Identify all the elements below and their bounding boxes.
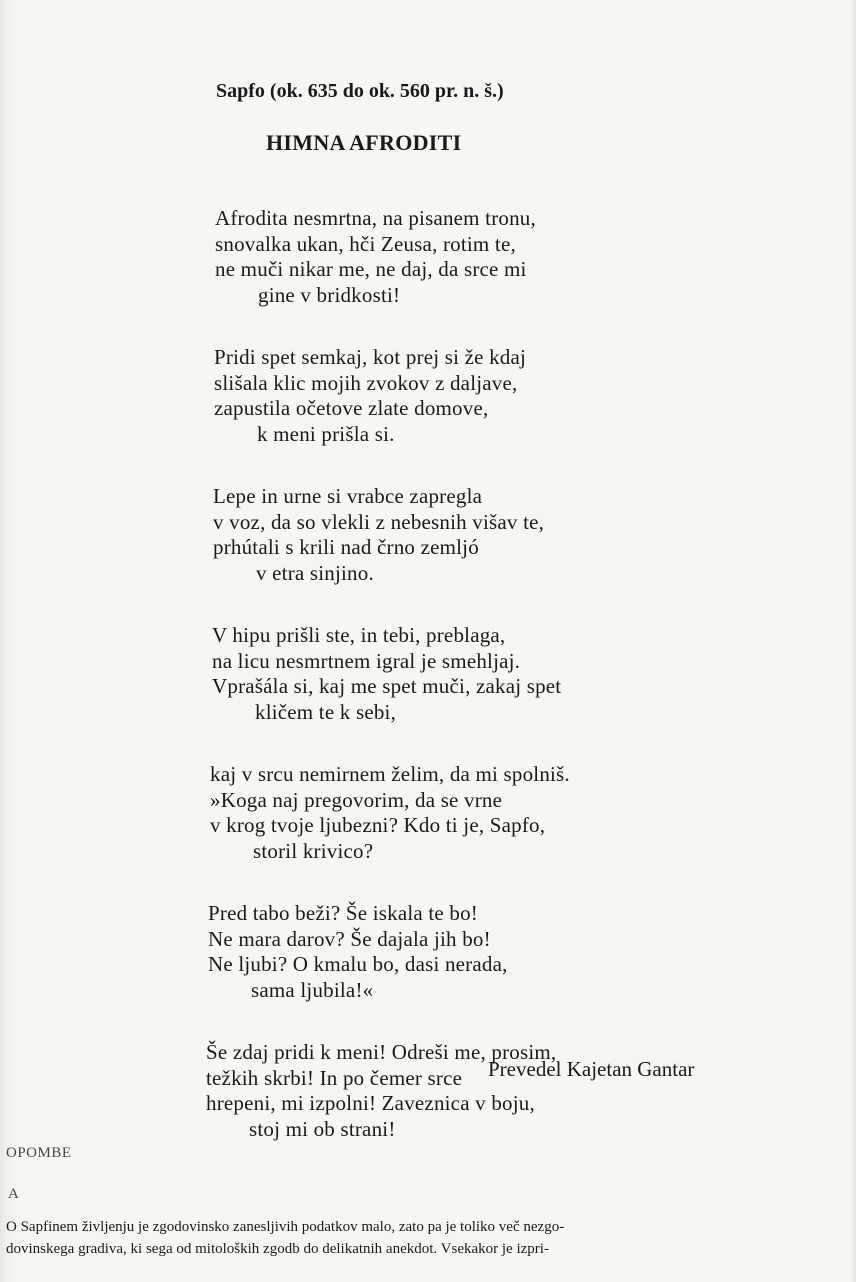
poem-line: »Koga naj pregovorim, da se vrne: [210, 787, 503, 812]
poem-line: v krog tvoje ljubezni? Kdo ti je, Sapfo,: [210, 813, 546, 837]
poem-line-indented: storil krivico?: [253, 838, 374, 863]
notes-heading: OPOMBE: [6, 1145, 72, 1161]
notes-section-letter: A: [8, 1186, 19, 1202]
poem-line: ne muči nikar me, ne daj, da srce mi: [215, 257, 527, 281]
poem-line: na licu nesmrtnem igral je smehljaj.: [212, 648, 521, 673]
author-heading: Sapfo (ok. 635 do ok. 560 pr. n. š.): [216, 80, 504, 102]
poem-line: Lepe in urne si vrabce zapregla: [213, 484, 483, 508]
stanza: [0, 345, 856, 447]
stanza: [0, 623, 856, 725]
poem-line-indented: k meni prišla si.: [257, 421, 395, 446]
poem-title: HIMNA AFRODITI: [266, 130, 462, 155]
stanza: [0, 1040, 856, 1142]
poem-line: Afrodita nesmrtna, na pisanem tronu,: [215, 206, 536, 230]
poem-line-indented: kličem te k sebi,: [255, 699, 397, 724]
poem-line: Ne ljubi? O kmalu bo, dasi nerada,: [208, 952, 508, 976]
poem-line: V hipu prišli ste, in tebi, preblaga,: [212, 623, 506, 647]
stanza: [0, 484, 856, 586]
poem-line-indented: v etra sinjino.: [256, 560, 374, 585]
poem-line: zapustila očetove zlate domove,: [214, 396, 489, 420]
poem-line: Vprašála si, kaj me spet muči, zakaj spet: [212, 674, 562, 698]
poem-line: v voz, da so vlekli z nebesnih višav te,: [213, 509, 545, 534]
poem-line-indented: stoj mi ob strani!: [249, 1116, 396, 1141]
notes-line: O Sapfinem življenju je zgodovinsko zanesljivih podatkov malo, zato pa je toliko več nezgo-: [6, 1219, 565, 1235]
poem-line: snovalka ukan, hči Zeusa, rotim te,: [215, 231, 516, 256]
poem-line: Pred tabo beži? Še iskala te bo!: [208, 901, 478, 925]
poem-line: Ne mara darov? Še dajala jih bo!: [208, 926, 491, 951]
stanza: [0, 901, 856, 1003]
poem-line: Še zdaj pridi k meni! Odreši me, prosim,: [206, 1040, 557, 1064]
poem-line: hrepeni, mi izpolni! Zaveznica v boju,: [206, 1091, 535, 1115]
poem-line-indented: sama ljubila!«: [251, 977, 374, 1002]
poem-line: slišala klic mojih zvokov z daljave,: [214, 370, 518, 395]
notes-line: dovinskega gradiva, ki sega od mitoloških zgodb do delikatnih anekdot. Vsekakor je izpri-: [6, 1241, 549, 1257]
poem-line: prhútali s krili nad črno zemljó: [213, 535, 479, 559]
poem-line: kaj v srcu nemirnem želim, da mi spolniš.: [210, 762, 570, 786]
notes-paragraph: [6, 1216, 852, 1260]
stanza: [0, 762, 856, 864]
poem-body: [0, 206, 856, 1179]
poem-line: Pridi spet semkaj, kot prej si že kdaj: [214, 345, 527, 369]
poem-line-indented: gine v bridkosti!: [258, 282, 401, 307]
poem-line: težkih skrbi! In po čemer srce: [206, 1065, 463, 1090]
stanza: [0, 206, 856, 308]
translator-credit: Prevedel Kajetan Gantar: [488, 1057, 695, 1081]
